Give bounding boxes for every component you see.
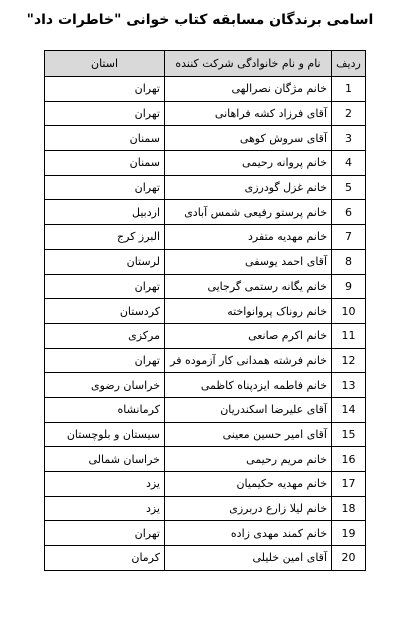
row-number-cell: 8: [332, 249, 366, 274]
participant-name-cell: خانم فاطمه ایزدپناه کاظمی: [165, 373, 332, 398]
province-cell: تهران: [45, 274, 165, 299]
table-row: [45, 299, 366, 324]
participant-name-cell: خانم یگانه رستمی گرجایی: [165, 274, 332, 299]
participant-name-cell: آقای علیرضا اسکندریان: [165, 397, 332, 422]
table-header: [45, 51, 366, 77]
row-number-cell: 17: [332, 472, 366, 497]
table-row: [45, 348, 366, 373]
participant-name-cell: خانم غزل گودرزی: [165, 175, 332, 200]
row-number-cell: 14: [332, 397, 366, 422]
table-row: [45, 373, 366, 398]
header-name: نام و نام خانوادگی شرکت کننده: [165, 51, 332, 77]
row-number-cell: 10: [332, 299, 366, 324]
row-number-cell: 9: [332, 274, 366, 299]
province-cell: البرز کرج: [45, 225, 165, 250]
page-title: اسامی برندگان مسابقه کتاب خوانی "خاطرات داد": [26, 12, 374, 28]
participant-name-cell: خانم لیلا زارع دربرزی: [165, 496, 332, 521]
row-number-cell: 5: [332, 175, 366, 200]
province-cell: یزد: [45, 496, 165, 521]
participant-name-cell: خانم پرستو رفیعی شمس آبادی: [165, 200, 332, 225]
province-cell: مرکزی: [45, 323, 165, 348]
province-cell: کرمان: [45, 546, 165, 571]
table-row: [45, 397, 366, 422]
table-row: [45, 323, 366, 348]
province-cell: یزد: [45, 472, 165, 497]
participant-name-cell: خانم مهدیه متفرد: [165, 225, 332, 250]
row-number-cell: 2: [332, 101, 366, 126]
participant-name-cell: آقای فرزاد کشه فراهانی: [165, 101, 332, 126]
participant-name-cell: خانم پروانه رحیمی: [165, 151, 332, 176]
table-row: [45, 77, 366, 102]
row-number-cell: 1: [332, 77, 366, 102]
table-row: [45, 101, 366, 126]
table-row: [45, 151, 366, 176]
participant-name-cell: خانم مریم رحیمی: [165, 447, 332, 472]
participant-name-cell: خانم کمند مهدی زاده: [165, 521, 332, 546]
province-cell: سیستان و بلوچستان: [45, 422, 165, 447]
row-number-cell: 6: [332, 200, 366, 225]
header-row-number: ردیف: [332, 51, 366, 77]
table-row: [45, 249, 366, 274]
row-number-cell: 13: [332, 373, 366, 398]
row-number-cell: 15: [332, 422, 366, 447]
province-cell: تهران: [45, 521, 165, 546]
row-number-cell: 4: [332, 151, 366, 176]
row-number-cell: 20: [332, 546, 366, 571]
province-cell: لرستان: [45, 249, 165, 274]
row-number-cell: 19: [332, 521, 366, 546]
participant-name-cell: خانم اکرم صانعی: [165, 323, 332, 348]
participant-name-cell: آقای امین خلیلی: [165, 546, 332, 571]
table-row: [45, 521, 366, 546]
row-number-cell: 16: [332, 447, 366, 472]
table-row: [45, 546, 366, 571]
header-province: استان: [45, 51, 165, 77]
row-number-cell: 7: [332, 225, 366, 250]
table-row: [45, 496, 366, 521]
participant-name-cell: خانم فرشته همدانی کار آزموده فر: [165, 348, 332, 373]
province-cell: سمنان: [45, 151, 165, 176]
province-cell: تهران: [45, 77, 165, 102]
province-cell: خراسان شمالی: [45, 447, 165, 472]
province-cell: تهران: [45, 101, 165, 126]
participant-name-cell: آقای امیر حسین معینی: [165, 422, 332, 447]
participant-name-cell: آقای سروش کوهی: [165, 126, 332, 151]
table-row: [45, 422, 366, 447]
table-row: [45, 225, 366, 250]
participant-name-cell: آقای احمد یوسفی: [165, 249, 332, 274]
table-row: [45, 447, 366, 472]
province-cell: اردبیل: [45, 200, 165, 225]
winners-table: [44, 50, 366, 571]
province-cell: تهران: [45, 348, 165, 373]
table-row: [45, 274, 366, 299]
province-cell: کردستان: [45, 299, 165, 324]
province-cell: تهران: [45, 175, 165, 200]
participant-name-cell: خانم روناک پروانواخته: [165, 299, 332, 324]
province-cell: خراسان رضوی: [45, 373, 165, 398]
province-cell: سمنان: [45, 126, 165, 151]
participant-name-cell: خانم مژگان نصرالهی: [165, 77, 332, 102]
table-row: [45, 200, 366, 225]
header-row: [45, 51, 366, 77]
row-number-cell: 3: [332, 126, 366, 151]
table-body: [45, 77, 366, 571]
participant-name-cell: خانم مهدیه حکیمیان: [165, 472, 332, 497]
row-number-cell: 12: [332, 348, 366, 373]
row-number-cell: 18: [332, 496, 366, 521]
province-cell: کرمانشاه: [45, 397, 165, 422]
table-row: [45, 126, 366, 151]
table-row: [45, 472, 366, 497]
table-row: [45, 175, 366, 200]
row-number-cell: 11: [332, 323, 366, 348]
